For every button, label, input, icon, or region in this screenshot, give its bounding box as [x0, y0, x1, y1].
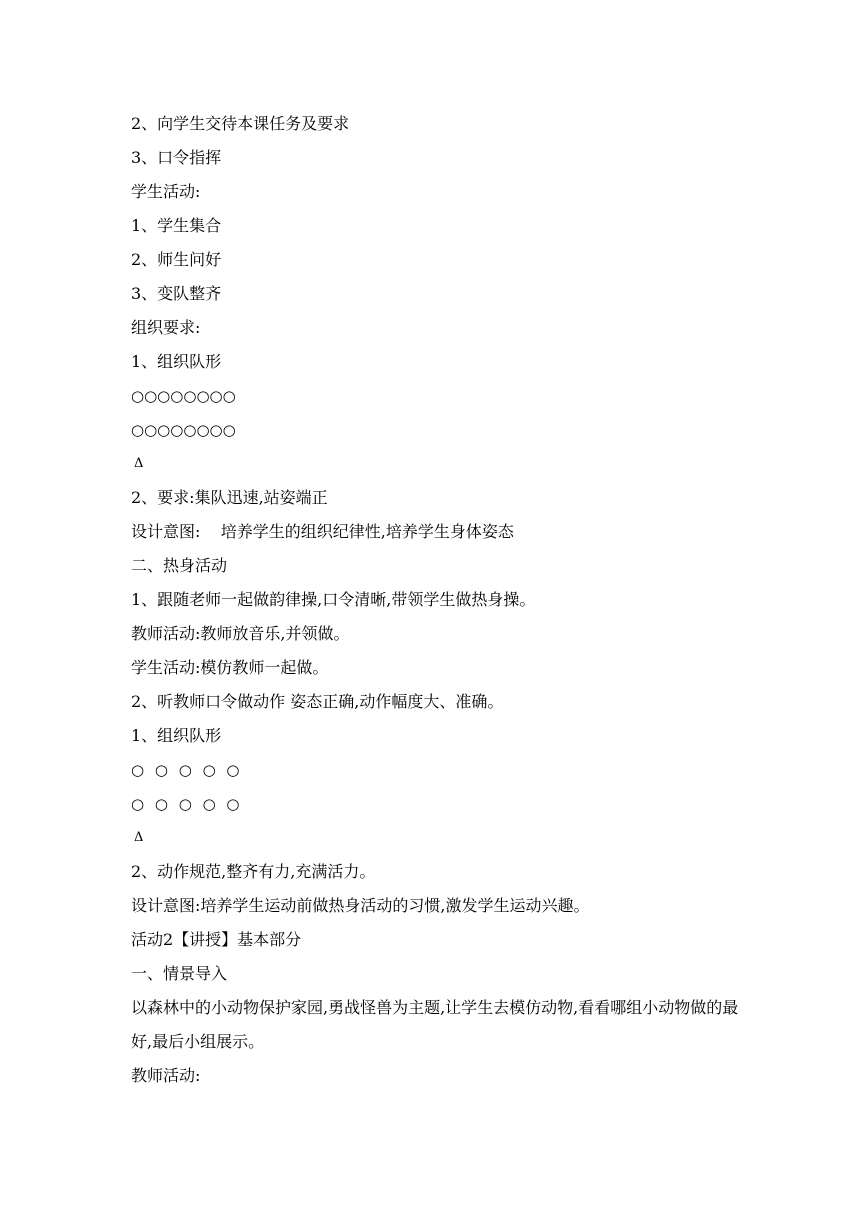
- text-line: 2、动作规范,整齐有力,充满活力。: [131, 862, 376, 881]
- text-line: 设计意图: 培养学生的组织纪律性,培养学生身体姿态: [131, 522, 514, 541]
- formation-row: ○○○○○○○○: [131, 387, 236, 405]
- text-line: 教师活动:教师放音乐,并领做。: [131, 624, 350, 643]
- text-line: 1、跟随老师一起做韵律操,口令清晰,带领学生做热身操。: [131, 590, 536, 609]
- paragraph: 以森林中的小动物保护家园,勇战怪兽为主题,让学生去模仿动物,看看哪组小动物做的最好,最后小组展示。: [131, 998, 739, 1051]
- text-line: 1、组织队形: [131, 352, 222, 371]
- teacher-marker: Δ: [134, 830, 144, 845]
- text-line: 2、听教师口令做动作 姿态正确,动作幅度大、准确。: [131, 692, 504, 711]
- section-heading: 二、热身活动: [131, 556, 228, 575]
- formation-row: ○○○○○○○○: [131, 421, 236, 439]
- document-page: [131, 107, 751, 1093]
- text-line: 设计意图:培养学生运动前做热身活动的习惯,激发学生运动兴趣。: [131, 896, 590, 915]
- text-line: 3、变队整齐: [131, 284, 222, 303]
- text-line: 2、向学生交待本课任务及要求: [131, 114, 350, 133]
- text-line: 学生活动:模仿教师一起做。: [131, 658, 329, 677]
- text-line: 2、师生问好: [131, 250, 222, 269]
- text-line: 1、组织队形: [131, 726, 222, 745]
- text-line: 2、要求:集队迅速,站姿端正: [131, 488, 328, 507]
- text-line: 3、口令指挥: [131, 148, 222, 167]
- text-line: 学生活动:: [131, 182, 201, 201]
- teacher-marker: Δ: [134, 456, 144, 471]
- formation-row: ○ ○ ○ ○ ○: [131, 795, 240, 813]
- text-line: 组织要求:: [131, 318, 201, 337]
- text-line: 1、学生集合: [131, 216, 222, 235]
- formation-row: ○ ○ ○ ○ ○: [131, 761, 240, 779]
- section-heading: 一、情景导入: [131, 964, 228, 983]
- text-line: 教师活动:: [131, 1066, 201, 1085]
- section-heading: 活动2【讲授】基本部分: [131, 930, 302, 949]
